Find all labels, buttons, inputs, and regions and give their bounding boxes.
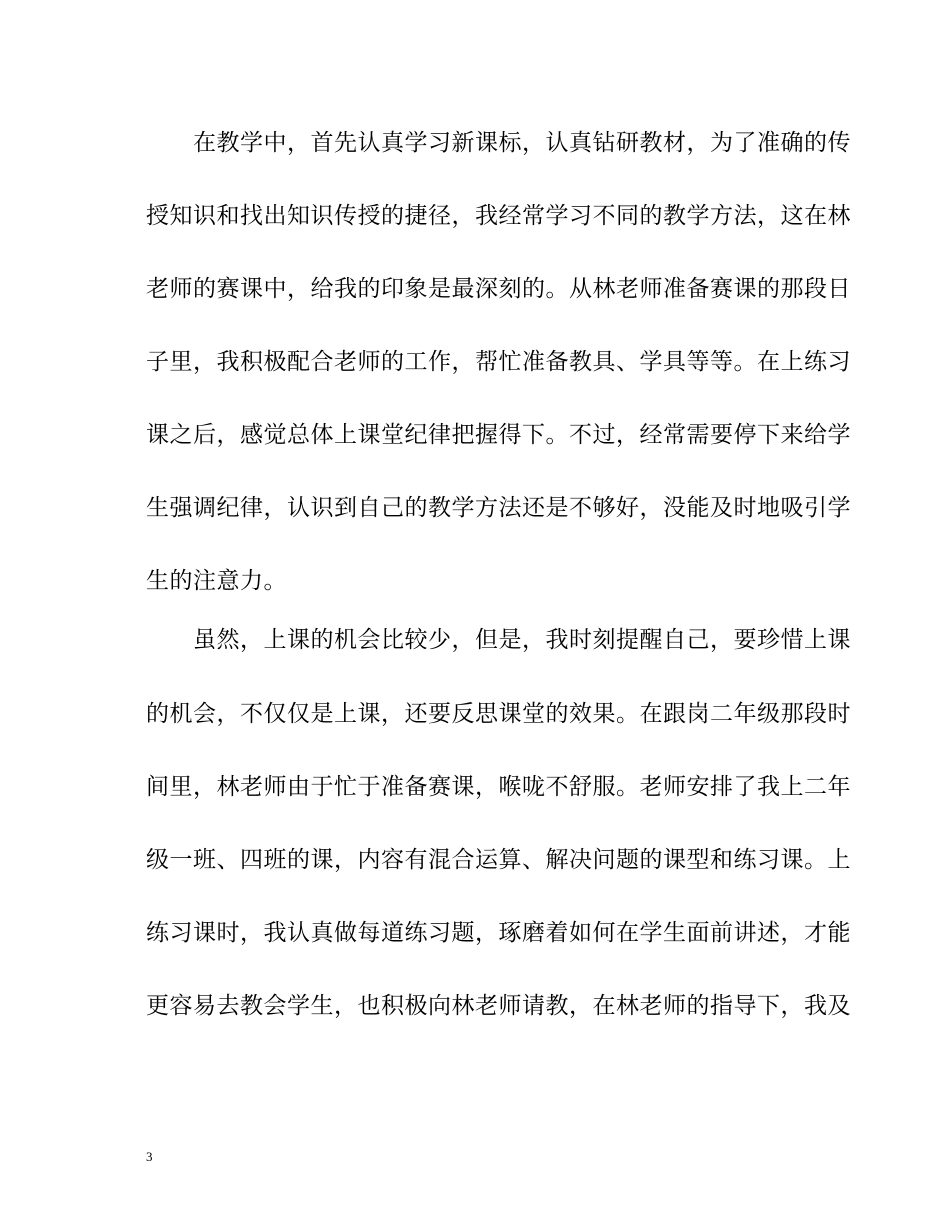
text-line-11: 级一班、四班的课，内容有混合运算、解决问题的课型和练习课。上 [146,847,851,873]
text-line-12: 练习课时，我认真做每道练习题，琢磨着如何在学生面前讲述，才能 [146,920,851,946]
text-line-7: 生的注意力。 [146,568,287,594]
text-line-3: 老师的赛课中，给我的印象是最深刻的。从林老师准备赛课的那段日 [146,276,851,302]
text-line-9: 的机会，不仅仅是上课，还要反思课堂的效果。在跟岗二年级那段时 [146,701,851,727]
text-line-10: 间里，林老师由于忙于准备赛课，喉咙不舒服。老师安排了我上二年 [146,774,851,800]
text-line-2: 授知识和找出知识传授的捷径，我经常学习不同的教学方法，这在林 [146,203,851,229]
text-line-6: 生强调纪律，认识到自己的教学方法还是不够好，没能及时地吸引学 [146,495,851,521]
text-line-4: 子里，我积极配合老师的工作，帮忙准备教具、学具等等。在上练习 [146,349,851,375]
text-line-13: 更容易去教会学生，也积极向林老师请教，在林老师的指导下，我及 [146,993,851,1019]
text-line-5: 课之后，感觉总体上课堂纪律把握得下。不过，经常需要停下来给学 [146,422,851,448]
page-number: 3 [146,1149,153,1164]
text-line-8: 虽然，上课的机会比较少，但是，我时刻提醒自己，要珍惜上课 [146,627,851,653]
text-line-1: 在教学中，首先认真学习新课标，认真钻研教材，为了准确的传 [146,130,851,156]
